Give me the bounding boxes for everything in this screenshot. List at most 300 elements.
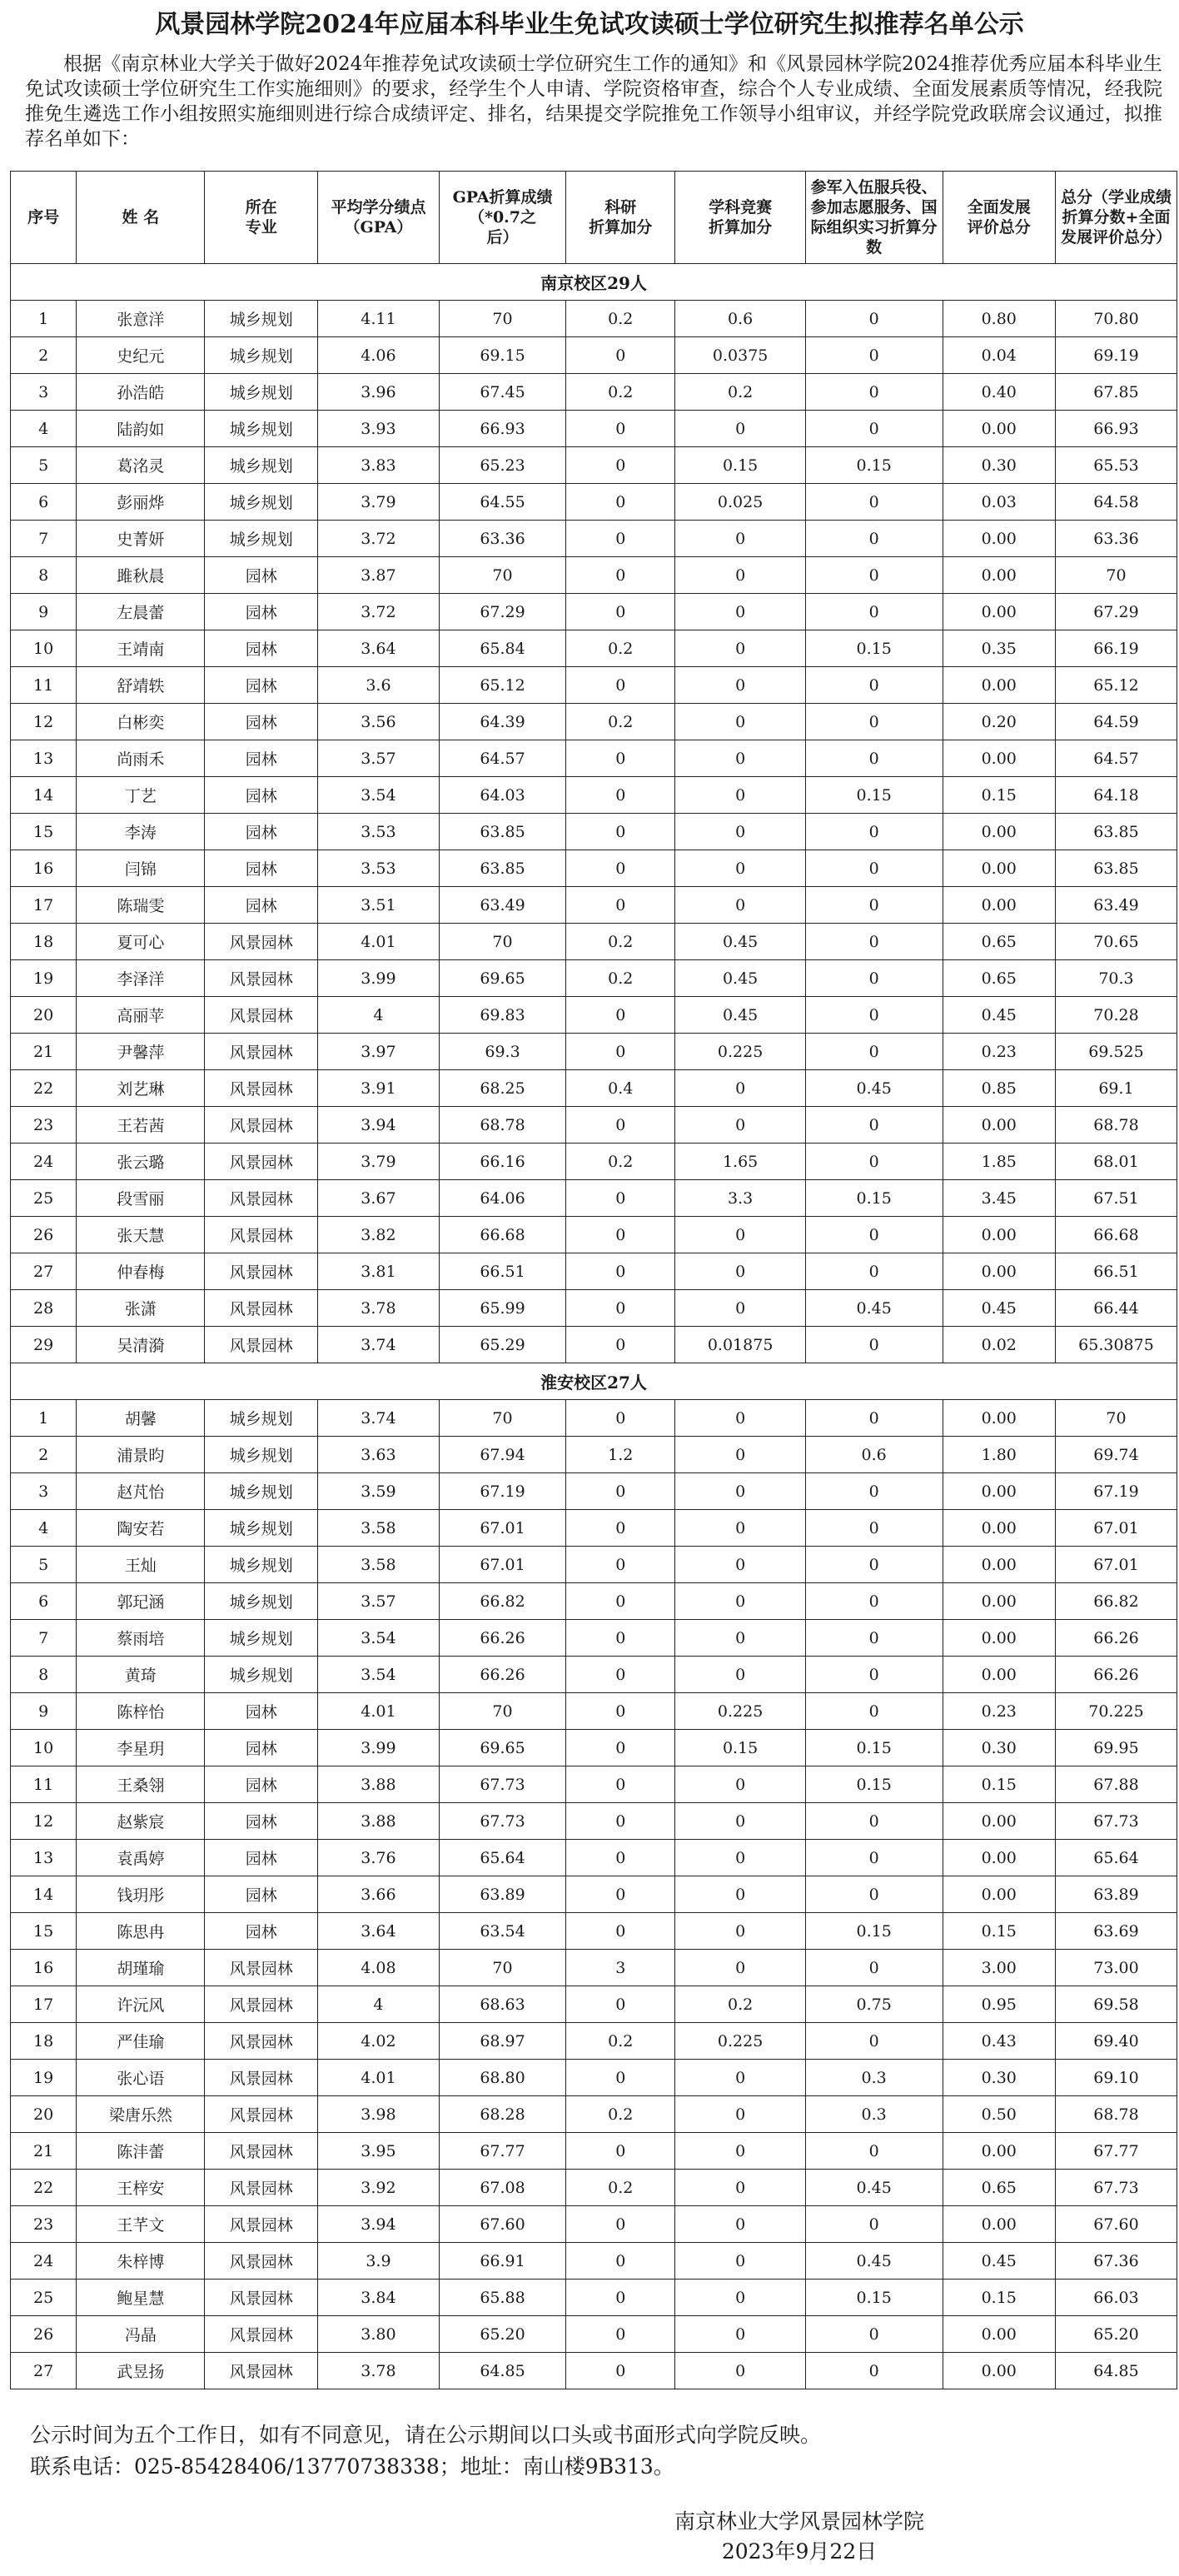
cell-research: 0 <box>566 594 675 630</box>
cell-name: 浦景昀 <box>77 1437 205 1473</box>
cell-service: 0 <box>805 557 943 594</box>
cell-gpa: 3.87 <box>317 557 439 594</box>
table-row <box>11 2243 1177 2280</box>
table-row <box>11 1950 1177 1986</box>
cell-development: 0.45 <box>943 1290 1056 1327</box>
cell-index: 1 <box>11 301 77 337</box>
cell-index: 8 <box>11 1657 77 1693</box>
cell-development: 0.00 <box>943 1876 1056 1913</box>
cell-competition: 0 <box>675 1253 805 1290</box>
table-row <box>11 2170 1177 2206</box>
cell-index: 2 <box>11 1437 77 1473</box>
cell-research: 0 <box>566 1876 675 1913</box>
cell-research: 0 <box>566 887 675 924</box>
cell-research: 0.2 <box>566 960 675 997</box>
cell-gpa: 3.9 <box>317 2243 439 2280</box>
cell-service: 0 <box>805 1510 943 1547</box>
cell-competition: 0 <box>675 704 805 740</box>
cell-major: 城乡规划 <box>205 447 318 484</box>
cell-total: 69.74 <box>1056 1437 1177 1473</box>
cell-index: 12 <box>11 1803 77 1840</box>
cell-gpa: 3.94 <box>317 2206 439 2243</box>
table-row <box>11 2353 1177 2389</box>
table-row <box>11 1034 1177 1070</box>
cell-index: 15 <box>11 1913 77 1950</box>
cell-gpa: 4.08 <box>317 1950 439 1986</box>
cell-index: 5 <box>11 447 77 484</box>
header-research: 科研 折算加分 <box>566 172 675 264</box>
cell-index: 12 <box>11 704 77 740</box>
cell-total: 64.18 <box>1056 777 1177 814</box>
cell-index: 24 <box>11 1144 77 1180</box>
cell-gpa: 3.81 <box>317 1253 439 1290</box>
header-name: 姓 名 <box>77 172 205 264</box>
cell-development: 0.00 <box>943 667 1056 704</box>
cell-major: 风景园林 <box>205 1950 318 1986</box>
cell-service: 0 <box>805 1876 943 1913</box>
cell-development: 0.30 <box>943 1730 1056 1766</box>
cell-name: 张潇 <box>77 1290 205 1327</box>
cell-research: 0.2 <box>566 704 675 740</box>
cell-name: 李泽洋 <box>77 960 205 997</box>
cell-gpa-converted: 67.77 <box>439 2133 565 2170</box>
cell-research: 0 <box>566 2206 675 2243</box>
cell-total: 65.20 <box>1056 2316 1177 2353</box>
cell-gpa-converted: 65.84 <box>439 630 565 667</box>
cell-gpa-converted: 66.93 <box>439 411 565 447</box>
header-competition: 学科竞赛 折算加分 <box>675 172 805 264</box>
cell-index: 21 <box>11 2133 77 2170</box>
cell-research: 0 <box>566 1657 675 1693</box>
cell-total: 66.44 <box>1056 1290 1177 1327</box>
cell-major: 园林 <box>205 1693 318 1730</box>
cell-research: 3 <box>566 1950 675 1986</box>
cell-total: 70.28 <box>1056 997 1177 1034</box>
cell-research: 0 <box>566 2353 675 2389</box>
cell-name: 左晨蕾 <box>77 594 205 630</box>
cell-index: 16 <box>11 1950 77 1986</box>
cell-name: 陶安若 <box>77 1510 205 1547</box>
cell-name: 彭丽烨 <box>77 484 205 521</box>
cell-index: 25 <box>11 1180 77 1217</box>
cell-competition: 0 <box>675 2280 805 2316</box>
cell-gpa-converted: 70 <box>439 1400 565 1437</box>
cell-competition: 0 <box>675 2060 805 2096</box>
cell-gpa: 3.6 <box>317 667 439 704</box>
cell-total: 66.93 <box>1056 411 1177 447</box>
table-row <box>11 850 1177 887</box>
section-label: 南京校区29人 <box>11 264 1177 301</box>
cell-name: 赵紫宸 <box>77 1803 205 1840</box>
cell-gpa-converted: 67.45 <box>439 374 565 411</box>
table-row <box>11 2023 1177 2060</box>
cell-gpa-converted: 65.29 <box>439 1327 565 1363</box>
cell-service: 0.75 <box>805 1986 943 2023</box>
table-row <box>11 1547 1177 1583</box>
cell-name: 王芊文 <box>77 2206 205 2243</box>
cell-name: 舒靖轶 <box>77 667 205 704</box>
cell-competition: 0.025 <box>675 484 805 521</box>
cell-development: 0.00 <box>943 1107 1056 1144</box>
cell-service: 0 <box>805 704 943 740</box>
contact-text: 联系电话：025-85428406/13770738338；地址：南山楼9B313。 <box>30 2454 674 2479</box>
cell-research: 0 <box>566 1803 675 1840</box>
cell-major: 风景园林 <box>205 2353 318 2389</box>
cell-index: 29 <box>11 1327 77 1363</box>
cell-total: 66.26 <box>1056 1620 1177 1657</box>
cell-service: 0 <box>805 521 943 557</box>
cell-competition: 0 <box>675 1803 805 1840</box>
cell-development: 0.15 <box>943 1913 1056 1950</box>
cell-total: 67.73 <box>1056 2170 1177 2206</box>
cell-gpa: 4.02 <box>317 2023 439 2060</box>
table-row <box>11 1217 1177 1253</box>
cell-service: 0 <box>805 1693 943 1730</box>
cell-name: 王灿 <box>77 1547 205 1583</box>
cell-research: 0 <box>566 814 675 850</box>
cell-competition: 0 <box>675 1400 805 1437</box>
cell-competition: 0.45 <box>675 997 805 1034</box>
cell-name: 尚雨禾 <box>77 740 205 777</box>
cell-gpa: 3.79 <box>317 484 439 521</box>
cell-index: 7 <box>11 521 77 557</box>
table-row <box>11 1437 1177 1473</box>
cell-competition: 0 <box>675 1070 805 1107</box>
cell-total: 67.77 <box>1056 2133 1177 2170</box>
cell-major: 风景园林 <box>205 1144 318 1180</box>
cell-competition: 0 <box>675 1547 805 1583</box>
header-service: 参军入伍服兵役、参加志愿服务、国际组织实习折算分数 <box>805 172 943 264</box>
cell-index: 6 <box>11 484 77 521</box>
cell-research: 0 <box>566 1510 675 1547</box>
cell-gpa: 3.88 <box>317 1803 439 1840</box>
cell-research: 0.2 <box>566 924 675 960</box>
table-row <box>11 2133 1177 2170</box>
table-row <box>11 997 1177 1034</box>
cell-index: 14 <box>11 777 77 814</box>
table-row <box>11 484 1177 521</box>
cell-gpa-converted: 64.85 <box>439 2353 565 2389</box>
cell-development: 0.00 <box>943 1657 1056 1693</box>
cell-service: 0 <box>805 667 943 704</box>
cell-gpa: 4.01 <box>317 924 439 960</box>
cell-total: 67.36 <box>1056 2243 1177 2280</box>
cell-gpa: 3.96 <box>317 374 439 411</box>
cell-service: 0 <box>805 1400 943 1437</box>
cell-index: 27 <box>11 1253 77 1290</box>
cell-major: 风景园林 <box>205 2316 318 2353</box>
cell-research: 0 <box>566 1473 675 1510</box>
table-row <box>11 447 1177 484</box>
cell-gpa: 4.11 <box>317 301 439 337</box>
cell-major: 风景园林 <box>205 2023 318 2060</box>
cell-development: 0.03 <box>943 484 1056 521</box>
cell-service: 0 <box>805 337 943 374</box>
table-row <box>11 1253 1177 1290</box>
cell-total: 63.69 <box>1056 1913 1177 1950</box>
cell-major: 城乡规划 <box>205 411 318 447</box>
cell-service: 0 <box>805 1327 943 1363</box>
cell-gpa: 3.91 <box>317 1070 439 1107</box>
cell-major: 风景园林 <box>205 2133 318 2170</box>
cell-gpa-converted: 68.80 <box>439 2060 565 2096</box>
cell-gpa: 4 <box>317 997 439 1034</box>
cell-major: 园林 <box>205 667 318 704</box>
cell-research: 0 <box>566 1620 675 1657</box>
cell-gpa: 3.56 <box>317 704 439 740</box>
cell-competition: 0 <box>675 667 805 704</box>
cell-gpa-converted: 67.08 <box>439 2170 565 2206</box>
cell-total: 67.01 <box>1056 1510 1177 1547</box>
cell-gpa-converted: 66.51 <box>439 1253 565 1290</box>
cell-major: 城乡规划 <box>205 521 318 557</box>
cell-name: 黄琦 <box>77 1657 205 1693</box>
cell-gpa: 3.78 <box>317 2353 439 2389</box>
cell-research: 0 <box>566 1766 675 1803</box>
cell-research: 0.2 <box>566 630 675 667</box>
cell-name: 陈思冉 <box>77 1913 205 1950</box>
cell-total: 66.19 <box>1056 630 1177 667</box>
cell-development: 0.30 <box>943 447 1056 484</box>
signature-block <box>649 2507 949 2567</box>
cell-gpa-converted: 67.94 <box>439 1437 565 1473</box>
cell-competition: 0.01875 <box>675 1327 805 1363</box>
cell-development: 0.00 <box>943 1840 1056 1876</box>
cell-major: 城乡规划 <box>205 1473 318 1510</box>
cell-competition: 0.15 <box>675 447 805 484</box>
cell-research: 0.4 <box>566 1070 675 1107</box>
cell-gpa: 3.64 <box>317 630 439 667</box>
cell-total: 65.64 <box>1056 1840 1177 1876</box>
cell-index: 10 <box>11 630 77 667</box>
cell-development: 0.00 <box>943 2316 1056 2353</box>
table-body <box>11 264 1177 2389</box>
cell-service: 0 <box>805 887 943 924</box>
cell-development: 0.00 <box>943 1473 1056 1510</box>
cell-major: 风景园林 <box>205 1034 318 1070</box>
cell-index: 21 <box>11 1034 77 1070</box>
cell-major: 园林 <box>205 740 318 777</box>
table-row <box>11 1144 1177 1180</box>
table-row <box>11 1840 1177 1876</box>
cell-gpa: 3.78 <box>317 1290 439 1327</box>
cell-major: 城乡规划 <box>205 1657 318 1693</box>
cell-index: 27 <box>11 2353 77 2389</box>
cell-competition: 0 <box>675 850 805 887</box>
cell-development: 0.15 <box>943 777 1056 814</box>
cell-gpa-converted: 68.28 <box>439 2096 565 2133</box>
cell-research: 0 <box>566 521 675 557</box>
cell-development: 0.45 <box>943 997 1056 1034</box>
cell-research: 0 <box>566 1913 675 1950</box>
cell-name: 鲍星慧 <box>77 2280 205 2316</box>
table-row <box>11 1400 1177 1437</box>
cell-name: 尹馨萍 <box>77 1034 205 1070</box>
cell-major: 风景园林 <box>205 1180 318 1217</box>
table-row <box>11 740 1177 777</box>
cell-name: 王靖南 <box>77 630 205 667</box>
cell-index: 5 <box>11 1547 77 1583</box>
cell-service: 0 <box>805 1144 943 1180</box>
cell-major: 园林 <box>205 1766 318 1803</box>
cell-research: 1.2 <box>566 1437 675 1473</box>
cell-total: 70.225 <box>1056 1693 1177 1730</box>
cell-total: 67.01 <box>1056 1547 1177 1583</box>
cell-name: 严佳瑜 <box>77 2023 205 2060</box>
cell-gpa-converted: 68.97 <box>439 2023 565 2060</box>
cell-index: 3 <box>11 1473 77 1510</box>
cell-index: 25 <box>11 2280 77 2316</box>
cell-development: 0.35 <box>943 630 1056 667</box>
cell-major: 园林 <box>205 630 318 667</box>
cell-total: 69.40 <box>1056 2023 1177 2060</box>
cell-index: 11 <box>11 667 77 704</box>
table-row <box>11 1803 1177 1840</box>
cell-development: 0.00 <box>943 1217 1056 1253</box>
cell-name: 武昱扬 <box>77 2353 205 2389</box>
cell-competition: 0 <box>675 777 805 814</box>
cell-gpa-converted: 64.55 <box>439 484 565 521</box>
cell-total: 66.26 <box>1056 1657 1177 1693</box>
cell-development: 0.00 <box>943 1400 1056 1437</box>
page-title: 风景园林学院2024年应届本科毕业生免试攻读硕士学位研究生拟推荐名单公示 <box>155 10 1024 39</box>
cell-competition: 0 <box>675 630 805 667</box>
cell-competition: 0.2 <box>675 1986 805 2023</box>
cell-competition: 0 <box>675 740 805 777</box>
cell-gpa-converted: 66.26 <box>439 1657 565 1693</box>
signature-date: 2023年9月22日 <box>721 2539 878 2564</box>
cell-service: 0 <box>805 1473 943 1510</box>
cell-competition: 0 <box>675 1290 805 1327</box>
cell-index: 13 <box>11 1840 77 1876</box>
cell-total: 73.00 <box>1056 1950 1177 1986</box>
cell-index: 19 <box>11 960 77 997</box>
cell-development: 1.80 <box>943 1437 1056 1473</box>
cell-gpa: 3.54 <box>317 777 439 814</box>
cell-development: 0.00 <box>943 594 1056 630</box>
cell-competition: 0 <box>675 2096 805 2133</box>
cell-index: 17 <box>11 887 77 924</box>
section-row <box>11 264 1177 301</box>
cell-service: 0 <box>805 960 943 997</box>
cell-gpa: 3.72 <box>317 521 439 557</box>
cell-name: 张心语 <box>77 2060 205 2096</box>
cell-gpa: 3.82 <box>317 1217 439 1253</box>
cell-competition: 0 <box>675 2353 805 2389</box>
cell-gpa: 3.99 <box>317 960 439 997</box>
cell-development: 0.15 <box>943 2280 1056 2316</box>
cell-gpa-converted: 64.39 <box>439 704 565 740</box>
cell-development: 0.00 <box>943 2206 1056 2243</box>
cell-major: 风景园林 <box>205 924 318 960</box>
cell-total: 67.19 <box>1056 1473 1177 1510</box>
cell-service: 0 <box>805 924 943 960</box>
cell-index: 18 <box>11 2023 77 2060</box>
cell-major: 城乡规划 <box>205 1437 318 1473</box>
cell-gpa: 3.95 <box>317 2133 439 2170</box>
cell-total: 69.1 <box>1056 1070 1177 1107</box>
cell-competition: 0 <box>675 1583 805 1620</box>
cell-service: 0 <box>805 2353 943 2389</box>
cell-index: 18 <box>11 924 77 960</box>
section-label: 淮安校区27人 <box>11 1363 1177 1400</box>
cell-research: 0 <box>566 1583 675 1620</box>
cell-name: 王若茜 <box>77 1107 205 1144</box>
header-gpa-converted: GPA折算成绩 （*0.7之 后） <box>439 172 565 264</box>
cell-name: 吴清漪 <box>77 1327 205 1363</box>
cell-service: 0 <box>805 2206 943 2243</box>
cell-major: 园林 <box>205 814 318 850</box>
cell-total: 64.57 <box>1056 740 1177 777</box>
cell-index: 22 <box>11 2170 77 2206</box>
cell-gpa: 3.76 <box>317 1840 439 1876</box>
cell-index: 24 <box>11 2243 77 2280</box>
cell-development: 0.00 <box>943 1510 1056 1547</box>
cell-gpa-converted: 69.83 <box>439 997 565 1034</box>
cell-name: 雎秋晨 <box>77 557 205 594</box>
cell-total: 67.85 <box>1056 374 1177 411</box>
cell-development: 0.15 <box>943 1766 1056 1803</box>
cell-service: 0.3 <box>805 2060 943 2096</box>
cell-name: 张天慧 <box>77 1217 205 1253</box>
cell-gpa: 3.53 <box>317 850 439 887</box>
cell-research: 0 <box>566 2316 675 2353</box>
cell-competition: 0.45 <box>675 960 805 997</box>
cell-gpa-converted: 65.99 <box>439 1290 565 1327</box>
table-row <box>11 777 1177 814</box>
cell-name: 白彬奕 <box>77 704 205 740</box>
cell-development: 0.00 <box>943 740 1056 777</box>
cell-research: 0 <box>566 1730 675 1766</box>
table-row <box>11 1693 1177 1730</box>
table-row <box>11 594 1177 630</box>
cell-development: 0.40 <box>943 374 1056 411</box>
table-row <box>11 1620 1177 1657</box>
cell-development: 0.00 <box>943 1803 1056 1840</box>
cell-development: 0.00 <box>943 2133 1056 2170</box>
cell-name: 陆韵如 <box>77 411 205 447</box>
cell-gpa: 4.01 <box>317 2060 439 2096</box>
cell-gpa-converted: 66.82 <box>439 1583 565 1620</box>
cell-research: 0 <box>566 1400 675 1437</box>
cell-gpa-converted: 70 <box>439 1693 565 1730</box>
cell-competition: 0.225 <box>675 2023 805 2060</box>
cell-development: 0.00 <box>943 1620 1056 1657</box>
table-row <box>11 1657 1177 1693</box>
cell-gpa: 4 <box>317 1986 439 2023</box>
cell-name: 陈梓怡 <box>77 1693 205 1730</box>
cell-gpa: 3.51 <box>317 887 439 924</box>
cell-gpa-converted: 66.91 <box>439 2243 565 2280</box>
cell-research: 0 <box>566 484 675 521</box>
cell-service: 0 <box>805 1034 943 1070</box>
cell-total: 70 <box>1056 557 1177 594</box>
section-row <box>11 1363 1177 1400</box>
cell-name: 梁唐乐然 <box>77 2096 205 2133</box>
table-row <box>11 1180 1177 1217</box>
cell-development: 3.45 <box>943 1180 1056 1217</box>
cell-service: 0.15 <box>805 1180 943 1217</box>
cell-research: 0.2 <box>566 2170 675 2206</box>
cell-total: 70 <box>1056 1400 1177 1437</box>
cell-index: 26 <box>11 2316 77 2353</box>
cell-competition: 0 <box>675 557 805 594</box>
cell-research: 0 <box>566 1290 675 1327</box>
cell-gpa: 3.54 <box>317 1657 439 1693</box>
cell-index: 13 <box>11 740 77 777</box>
cell-name: 蔡雨培 <box>77 1620 205 1657</box>
table-header-row <box>11 172 1177 264</box>
